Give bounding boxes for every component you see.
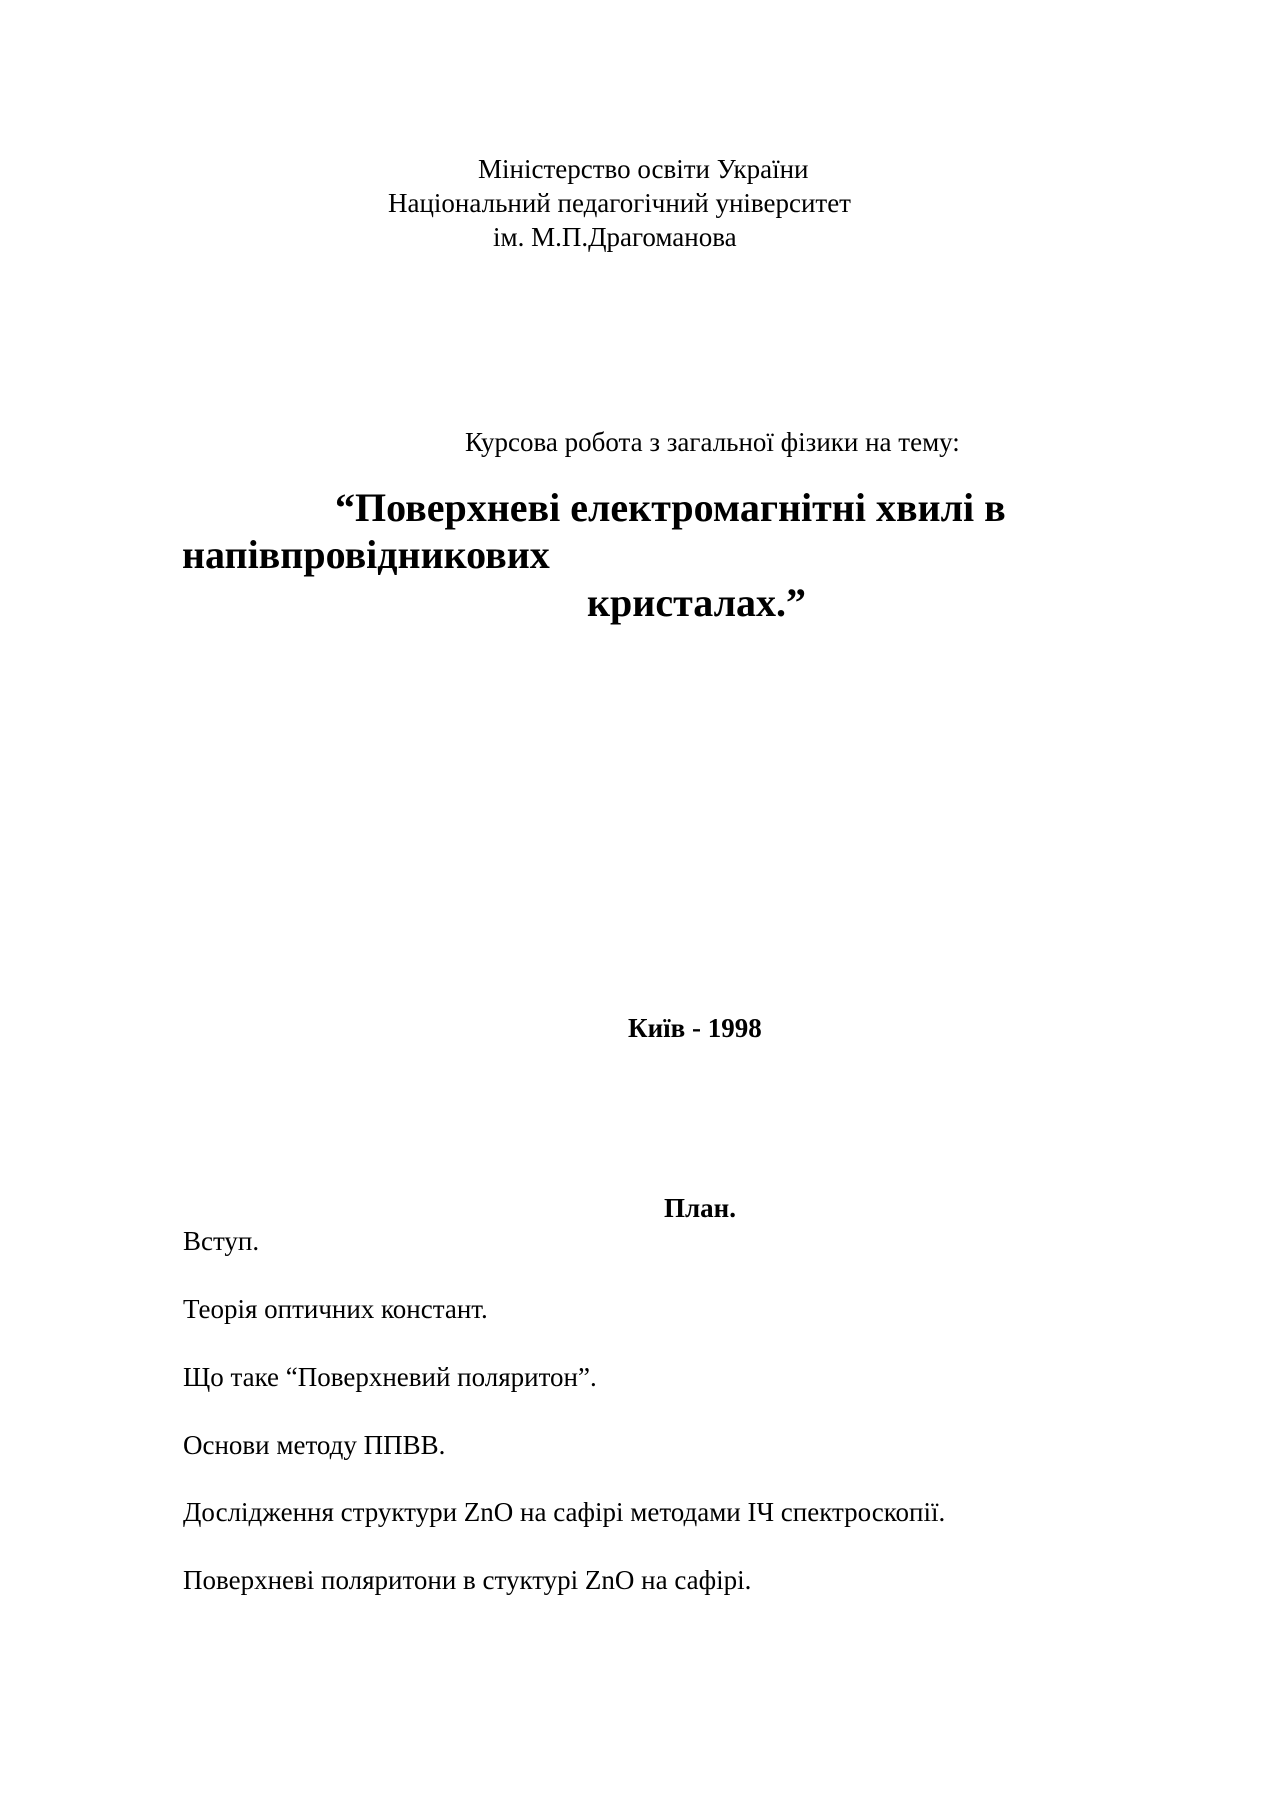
plan-item: Вступ.	[183, 1226, 260, 1256]
ministry-line: Міністерство освіти України	[478, 154, 809, 184]
city-year: Київ - 1998	[628, 1013, 762, 1043]
plan-item: Теорія оптичних констант.	[183, 1294, 488, 1324]
named-after-line: ім. М.П.Драгоманова	[493, 222, 737, 252]
title-line-3: кристалах.”	[587, 580, 807, 625]
plan-item: Основи методу ППВВ.	[183, 1430, 446, 1460]
plan-heading: План.	[664, 1193, 736, 1223]
plan-item: Дослідження структури ZnO на сафірі методами ІЧ спектроскопії.	[183, 1497, 946, 1527]
plan-item: Поверхневі поляритони в стуктурі ZnO на сафірі.	[183, 1565, 752, 1595]
title-line-2: напівпровідникових	[182, 532, 550, 577]
university-line: Національний педагогічний університет	[388, 188, 851, 218]
plan-item: Що таке “Поверхневий поляритон”.	[183, 1362, 597, 1392]
title-line-1: “Поверхневі електромагнітні хвилі в	[335, 485, 1006, 530]
subject-line: Курсова робота з загальної фізики на тему:	[465, 427, 960, 457]
